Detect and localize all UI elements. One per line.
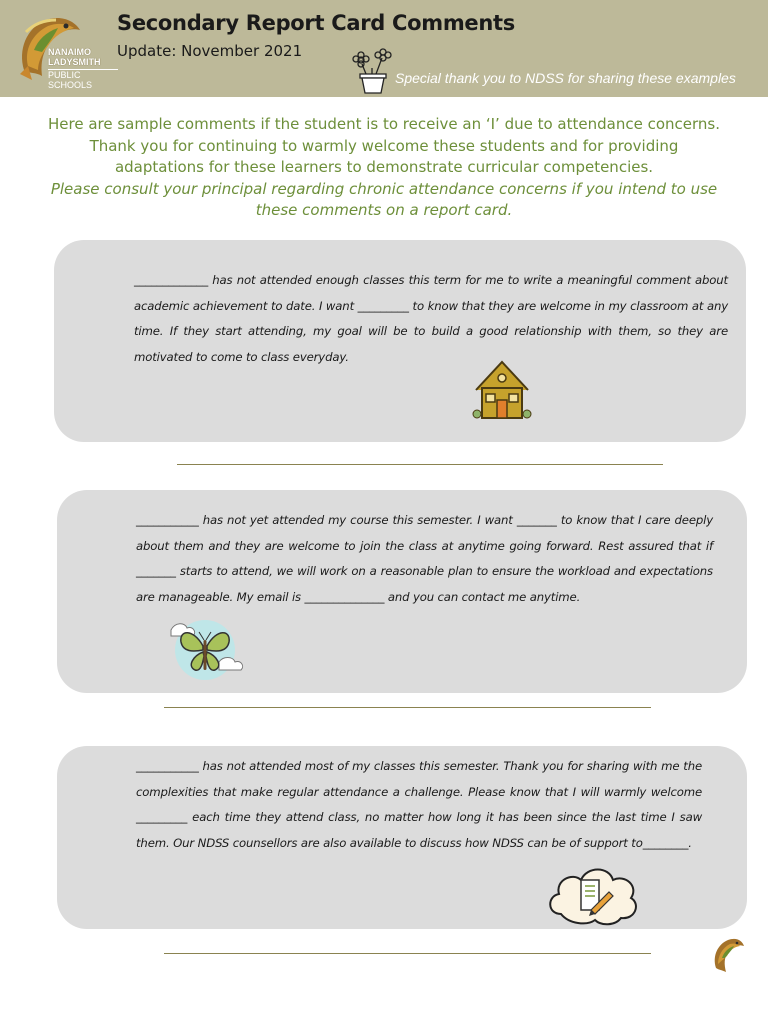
salmon-footer-icon [710, 934, 746, 974]
flower-pot-icon [350, 44, 396, 96]
intro-line: Here are sample comments if the student is to receive an ‘I’ due to attendance concerns. [48, 115, 720, 133]
comment-text[interactable]: ___________ has not yet attended my course this semester. I want _______ to know that I care deeply about them and they are welcome to join the class at anytime going forward. Rest assured that if _______ starts to attend, we will work on a reasonable plan to ensure the workload and expectations are manageable. My email is ______________ and you can contact me anytime. [136, 513, 713, 604]
comment-card [57, 746, 747, 929]
comment-text[interactable]: ___________ has not attended most of my classes this semester. Thank you for sharing with me the complexities that make regular attendance a challenge. Please know that I will warmly welcome _________ each time they attend class, no matter how long it has been since the last time I saw them. Our NDSS counsellors are also available to discuss how NDSS can be of support to________. [136, 759, 702, 850]
section-divider [164, 953, 651, 954]
intro-line: adaptations for these learners to demonstrate curricular competencies. [114, 158, 654, 176]
logo-subtitle: PUBLIC SCHOOLS [48, 69, 118, 90]
intro-text [20, 114, 748, 222]
intro-note: these comments on a report card. [255, 201, 513, 219]
district-logo [14, 10, 104, 92]
page-title: Secondary Report Card Comments [117, 11, 515, 35]
house-icon [472, 356, 534, 422]
pencil-cloud-icon [545, 864, 641, 926]
update-date: Update: November 2021 [117, 42, 303, 60]
intro-line: Thank you for continuing to warmly welcome these students and for providing [89, 136, 679, 155]
header-banner [0, 0, 768, 97]
intro-note: Please consult your principal regarding chronic attendance concerns if you intend to use [50, 179, 718, 198]
section-divider [177, 464, 663, 465]
butterfly-icon [163, 612, 247, 682]
comment-card [54, 240, 746, 442]
thanks-note: Special thank you to NDSS for sharing these examples [395, 70, 736, 86]
logo-wordmark: NANAIMO LADYSMITH [48, 47, 101, 67]
comment-card [57, 490, 747, 693]
section-divider [164, 707, 651, 708]
comment-text[interactable]: _____________ has not attended enough classes this term for me to write a meaningful comment about academic achievement to date. I want _________ to know that they are welcome in my classroom at any time. If they start attending, my goal will be to build a good relationship with them, so they are motivated to come to class everyday. [134, 273, 728, 364]
